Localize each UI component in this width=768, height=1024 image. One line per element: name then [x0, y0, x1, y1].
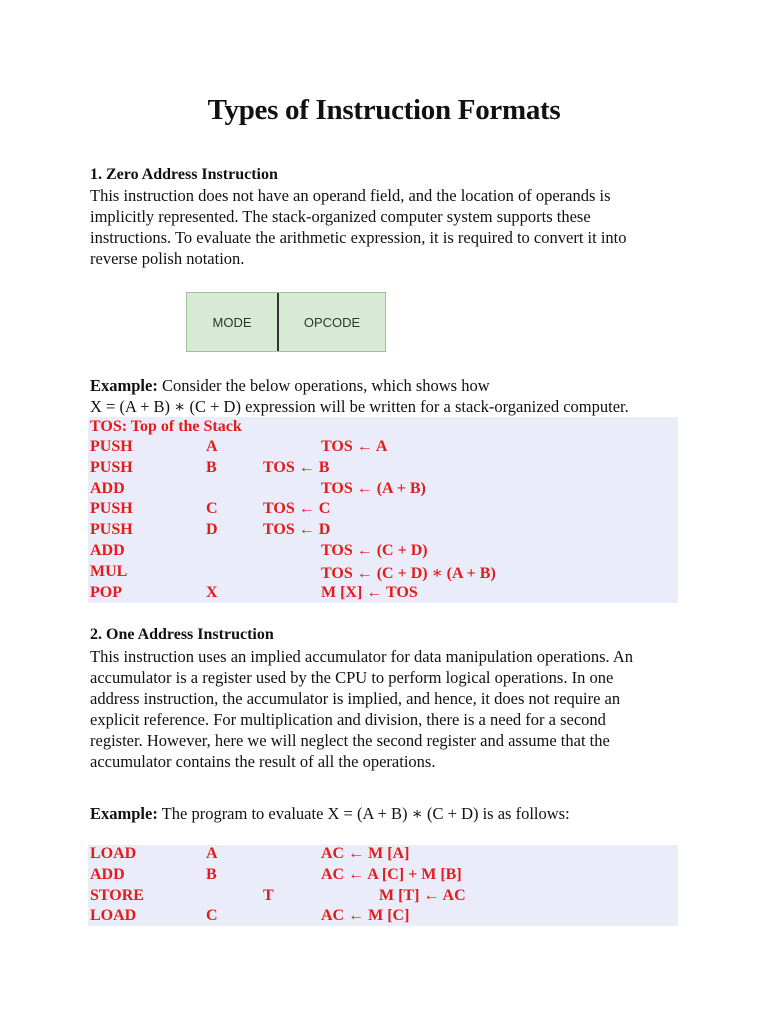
code-effect: TOS ← (C + D) — [321, 541, 428, 559]
code-row — [90, 542, 678, 563]
paragraph-line: register. However, here we will neglect the second register and assume that the — [90, 731, 610, 750]
section-heading-one-address: 2. One Address Instruction — [90, 626, 274, 643]
code-op: POP — [90, 583, 122, 601]
section-paragraph-zero-address — [90, 185, 678, 269]
code-effect: TOS ← (A + B) — [321, 479, 426, 497]
code-op: ADD — [90, 865, 125, 883]
code-operand: B — [206, 865, 217, 883]
code-row — [90, 866, 678, 887]
format-field-opcode: OPCODE — [303, 314, 361, 330]
paragraph-line: implicitly represented. The stack-organized computer system supports these — [90, 207, 591, 226]
paragraph-line: accumulator is a register used by the CPU to perform logical operations. In one — [90, 668, 614, 687]
code-row — [90, 845, 678, 866]
code-row — [90, 887, 678, 908]
example-expression-line: X = (A + B) ∗ (C + D) expression will be written for a stack-organized computer. — [90, 397, 629, 416]
example-label: Example: — [90, 376, 158, 395]
code-operand: A — [206, 438, 218, 455]
instruction-format-diagram — [186, 292, 386, 352]
paragraph-line: instructions. To evaluate the arithmetic expression, it is required to convert it into — [90, 228, 627, 247]
paragraph-line: accumulator contains the result of all the operations. — [90, 752, 436, 771]
code-row — [90, 521, 678, 542]
code-effect: TOS ← B — [263, 458, 330, 476]
code-effect: TOS ← A — [321, 438, 388, 455]
code-op: PUSH — [90, 438, 133, 455]
example-text: Consider the below operations, which shows how — [157, 376, 490, 395]
code-row — [90, 907, 678, 928]
example-text: The program to evaluate X = (A + B) ∗ (C + D) is as follows: — [157, 804, 570, 823]
accumulator-code-rows — [90, 845, 678, 928]
code-operand: C — [206, 907, 218, 925]
code-effect: AC ← A [C] + M [B] — [321, 865, 462, 883]
format-field-mode: MODE — [187, 293, 279, 351]
code-op: PUSH — [90, 458, 133, 476]
code-row — [90, 480, 678, 501]
code-row — [90, 563, 678, 584]
section-paragraph-one-address — [90, 646, 678, 772]
code-op: PUSH — [90, 521, 133, 539]
code-effect: TOS ← (C + D) ∗ (A + B) — [321, 564, 496, 582]
code-effect: AC ← M [C] — [321, 907, 410, 925]
code-header-tos: TOS: Top of the Stack — [90, 418, 242, 435]
code-operand: C — [206, 500, 218, 518]
page-title: Types of Instruction Formats — [207, 94, 561, 126]
paragraph-line: explicit reference. For multiplication and division, there is a need for a second — [90, 710, 606, 729]
code-operand: A — [206, 845, 218, 862]
code-op: PUSH — [90, 500, 133, 518]
code-op: MUL — [90, 562, 128, 580]
code-operand: T — [263, 886, 274, 904]
paragraph-line: address instruction, the accumulator is implied, and hence, it does not require an — [90, 689, 621, 708]
code-operand: D — [206, 521, 218, 539]
paragraph-line: reverse polish notation. — [90, 249, 245, 268]
example-label: Example: — [90, 804, 158, 823]
code-effect: AC ← M [A] — [321, 845, 410, 862]
code-effect: TOS ← D — [263, 521, 331, 539]
code-effect: TOS ← C — [263, 500, 331, 518]
code-row — [90, 438, 678, 459]
example-intro-zero-address — [90, 375, 690, 396]
stack-code-rows — [90, 438, 678, 604]
code-effect: M [X] ← TOS — [321, 583, 418, 601]
example-intro-one-address — [90, 803, 690, 824]
code-op: LOAD — [90, 845, 137, 862]
code-operand: B — [206, 458, 217, 476]
code-op: LOAD — [90, 907, 137, 925]
code-row — [90, 459, 678, 480]
code-op: ADD — [90, 479, 125, 497]
section-heading-zero-address: 1. Zero Address Instruction — [90, 166, 278, 183]
code-row — [90, 584, 678, 605]
code-operand: X — [206, 583, 218, 601]
paragraph-line: This instruction uses an implied accumulator for data manipulation operations. An — [90, 647, 634, 666]
code-row — [90, 500, 678, 521]
code-op: ADD — [90, 541, 125, 559]
code-op: STORE — [90, 886, 144, 904]
code-effect: M [T] ← AC — [379, 886, 466, 904]
paragraph-line: This instruction does not have an operand field, and the location of operands is — [90, 186, 611, 205]
